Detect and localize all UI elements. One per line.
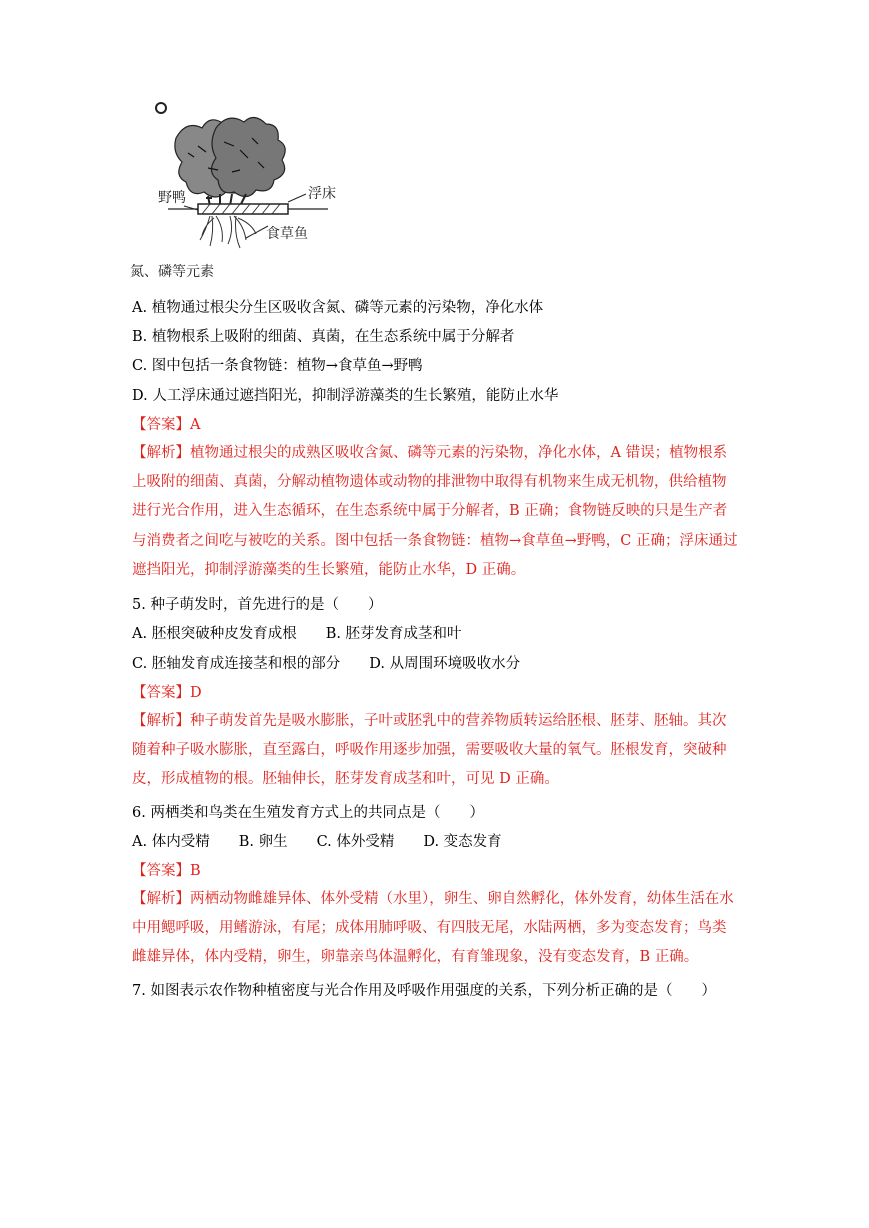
floating-bed-bar [198, 204, 288, 214]
q5-analysis [132, 707, 738, 795]
duck-label: 野鸭 [158, 190, 186, 206]
plant-roots [200, 216, 256, 248]
q4-answer [132, 415, 200, 435]
fish-pointer [246, 226, 268, 238]
float-pointer [288, 194, 306, 202]
q6-stem: 6. 两栖类和鸟类在生殖发育方式上的共同点是（ ） [132, 805, 484, 821]
analysis-text: 两栖动物雌雄异体、体外受精（水里），卵生、卵自然孵化，体外发育，幼体生活在水中用鳃呼吸，用鳍游泳，有尾；成体用肺呼吸、有四肢无尾，水陆两栖，多为变态发育；鸟类雌雄异体，体内受精，卵生，卵靠亲鸟体温孵化，有育雏现象，没有变态发育，B 正确。 [132, 891, 734, 966]
answer-tag: 【答案】 [132, 863, 190, 879]
q5-options-row1: A. 胚根突破种皮发育成根 B. 胚芽发育成茎和叶 [132, 626, 462, 642]
answer-value: D [190, 685, 202, 701]
q5-options-row2: C. 胚轴发育成连接茎和根的部分 D. 从周围环境吸收水分 [132, 656, 521, 672]
answer-value: B [190, 863, 201, 879]
q6-answer [132, 861, 201, 881]
floating-bed-illustration [128, 98, 358, 283]
analysis-tag: 【解析】 [132, 891, 190, 907]
sun-icon [156, 103, 166, 113]
q4-option-a: A. 植物通过根尖分生区吸收含氮、磷等元素的污染物，净化水体 [132, 300, 544, 316]
q6-analysis [132, 885, 738, 973]
q4-option-b: B. 植物根系上吸附的细菌、真菌，在生态系统中属于分解者 [132, 329, 515, 345]
fish-label: 食草鱼 [266, 226, 308, 242]
q7-stem: 7. 如图表示农作物种植密度与光合作用及呼吸作用强度的关系，下列分析正确的是（ ） [132, 983, 716, 999]
q4-option-d: D. 人工浮床通过遮挡阳光，抑制浮游藻类的生长繁殖，能防止水华 [132, 388, 559, 404]
analysis-tag: 【解析】 [132, 713, 190, 729]
q4-analysis [132, 439, 738, 585]
answer-tag: 【答案】 [132, 417, 190, 433]
elements-label: 氮、磷等元素 [130, 264, 214, 280]
analysis-text: 种子萌发首先是吸水膨胀，子叶或胚乳中的营养物质转运给胚根、胚芽、胚轴。其次随着种子吸水膨胀，直至露白，呼吸作用逐步加强，需要吸收大量的氧气。胚根发育，突破种皮，形成植物的根。胚轴伸长，胚芽发育成茎和叶，可见 D 正确。 [132, 713, 727, 788]
q4-option-c: C. 图中包括一条食物链：植物→食草鱼→野鸭 [132, 358, 423, 374]
analysis-text: 植物通过根尖的成熟区吸收含氮、磷等元素的污染物，净化水体，A 错误；植物根系上吸附的细菌、真菌，分解动植物遗体或动物的排泄物中取得有机物来生成无机物，供给植物进行光合作用，进入生态循环，在生态系统中属于分解者，B 正确；食物链反映的只是生产者与消费者之间吃与被吃的关系。图中包括一条食物链：植物→食草鱼→野鸭，C 正确；浮床通过遮挡阳光，抑制浮游藻类的生长繁殖，能防止水华，D 正确。 [132, 445, 738, 578]
plant-foliage [175, 117, 285, 197]
q5-answer [132, 683, 202, 703]
floating-bed-figure [128, 98, 358, 283]
q6-options: A. 体内受精 B. 卵生 C. 体外受精 D. 变态发育 [132, 834, 502, 850]
float-label: 浮床 [308, 186, 336, 202]
answer-tag: 【答案】 [132, 685, 190, 701]
q5-stem: 5. 种子萌发时，首先进行的是（ ） [132, 597, 383, 613]
answer-value: A [190, 417, 201, 433]
analysis-tag: 【解析】 [132, 445, 190, 461]
